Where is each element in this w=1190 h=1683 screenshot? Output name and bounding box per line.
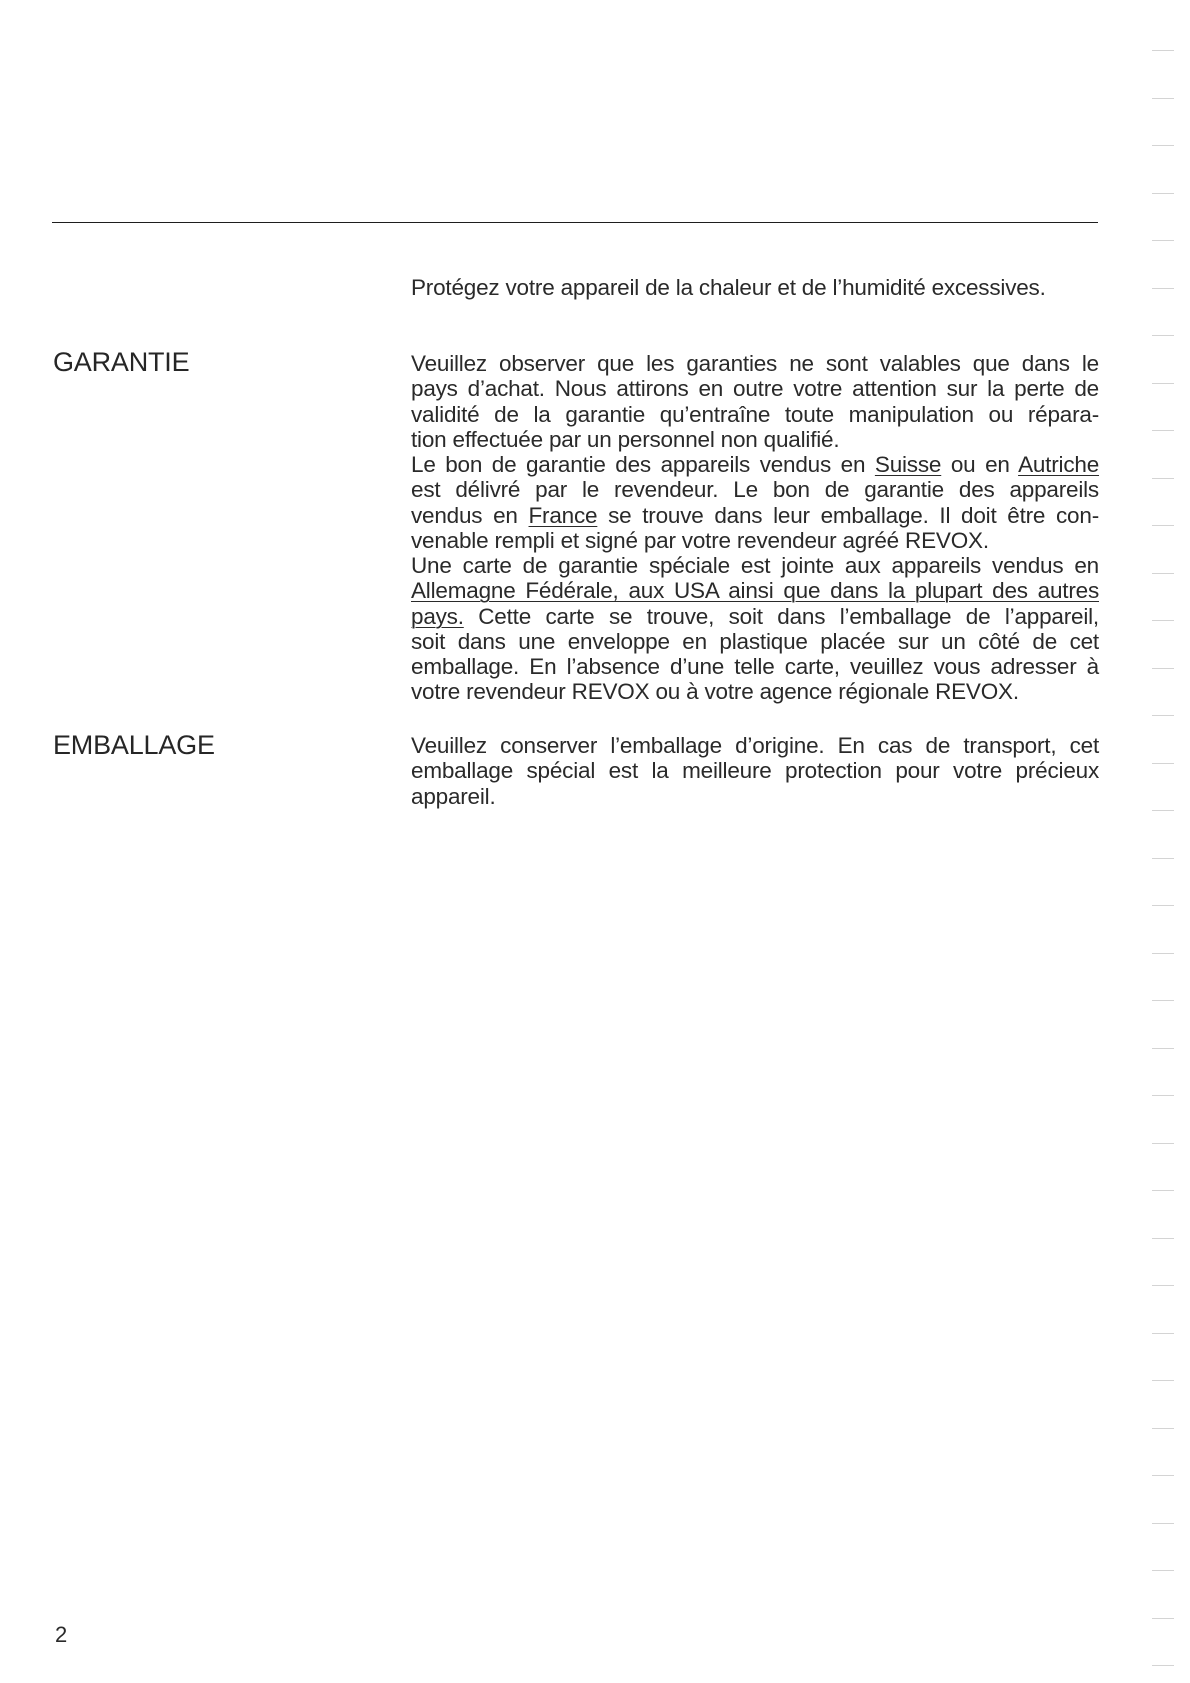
- section-heading-garantie: GARANTIE: [53, 347, 190, 377]
- margin-tick: [1152, 1570, 1174, 1571]
- header-rule: [52, 222, 1098, 223]
- margin-tick: [1152, 525, 1174, 526]
- margin-tick: [1152, 1333, 1174, 1334]
- garantie-paragraph-validity: [411, 351, 1099, 452]
- text-line: emballage spécial est la meilleure protection pour votre précieux: [411, 758, 1099, 784]
- margin-tick: [1152, 98, 1174, 99]
- margin-tick: [1152, 50, 1174, 51]
- emballage-paragraph: [411, 733, 1099, 809]
- margin-tick: [1152, 858, 1174, 859]
- text-line: tion effectuée par un personnel non qualifié.: [411, 426, 840, 452]
- margin-tick: [1152, 335, 1174, 336]
- section-heading-emballage: EMBALLAGE: [53, 730, 215, 760]
- margin-tick: [1152, 478, 1174, 479]
- garantie-paragraph-countries: [411, 452, 1099, 553]
- countries-underlined-pays: pays.: [411, 603, 464, 629]
- text-line: est délivré par le revendeur. Le bon de garantie des appareils: [411, 477, 1099, 503]
- garantie-paragraph-card: [411, 553, 1099, 705]
- text-line: [411, 503, 1099, 528]
- margin-tick: [1152, 288, 1174, 289]
- country-autriche: Autriche: [1018, 452, 1100, 477]
- margin-tick: [1152, 810, 1174, 811]
- text-line: validité de la garantie qu’entraîne toute manipulation ou répara-: [411, 401, 1099, 427]
- margin-tick: [1152, 383, 1174, 384]
- margin-tick: [1152, 1380, 1174, 1381]
- country-france: France: [528, 502, 598, 528]
- margin-tick: [1152, 1618, 1174, 1619]
- binding-margin-marks: [1152, 50, 1178, 1680]
- text-line: Veuillez conserver l’emballage d’origine. En cas de transport, cet: [411, 733, 1099, 758]
- margin-tick: [1152, 953, 1174, 954]
- margin-tick: [1152, 430, 1174, 431]
- intro-text: Protégez votre appareil de la chaleur et de l’humidité excessives.: [411, 275, 1046, 300]
- country-suisse: Suisse: [874, 452, 942, 477]
- margin-tick: [1152, 573, 1174, 574]
- text-segment: se trouve dans leur emballage. Il doit être con-: [597, 502, 1099, 528]
- text-line: [411, 604, 1099, 629]
- text-segment: vendus en: [411, 502, 529, 528]
- margin-tick: [1152, 905, 1174, 906]
- margin-tick: [1152, 1665, 1174, 1666]
- margin-tick: [1152, 193, 1174, 194]
- margin-tick: [1152, 763, 1174, 764]
- margin-tick: [1152, 1428, 1174, 1429]
- margin-tick: [1152, 668, 1174, 669]
- page-number: 2: [55, 1622, 68, 1647]
- margin-tick: [1152, 1523, 1174, 1524]
- margin-tick: [1152, 1095, 1174, 1096]
- text-segment: Le bon de garantie des appareils vendus en: [411, 452, 875, 477]
- text-segment: ou en: [941, 452, 1019, 477]
- margin-tick: [1152, 1475, 1174, 1476]
- text-line: pays d’achat. Nous attirons en outre votre attention sur la perte de: [411, 376, 1099, 402]
- margin-tick: [1152, 1238, 1174, 1239]
- margin-tick: [1152, 620, 1174, 621]
- text-line: emballage. En l’absence d’une telle carte, veuillez vous adresser à: [411, 654, 1099, 680]
- text-line: Une carte de garantie spéciale est jointe aux appareils vendus en: [411, 553, 1099, 578]
- margin-tick: [1152, 715, 1174, 716]
- margin-tick: [1152, 1000, 1174, 1001]
- text-line: [411, 452, 1099, 477]
- margin-tick: [1152, 1190, 1174, 1191]
- text-line: soit dans une enveloppe en plastique placée sur un côté de cet: [411, 628, 1099, 654]
- text-segment: Cette carte se trouve, soit dans l’emballage de l’appareil,: [463, 603, 1099, 629]
- text-line: votre revendeur REVOX ou à votre agence régionale REVOX.: [411, 679, 1019, 705]
- text-line: appareil.: [411, 783, 496, 809]
- countries-underlined: Allemagne Fédérale, aux USA ainsi que dans la plupart des autres: [411, 578, 1099, 604]
- margin-tick: [1152, 145, 1174, 146]
- margin-tick: [1152, 1048, 1174, 1049]
- text-line: Veuillez observer que les garanties ne sont valables que dans le: [411, 351, 1099, 376]
- margin-tick: [1152, 1285, 1174, 1286]
- margin-tick: [1152, 1143, 1174, 1144]
- text-line: venable rempli et signé par votre revendeur agréé REVOX.: [411, 527, 989, 553]
- margin-tick: [1152, 240, 1174, 241]
